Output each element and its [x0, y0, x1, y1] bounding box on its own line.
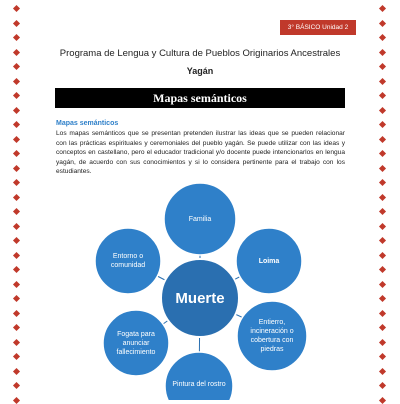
node-upper-left-label: Entorno o comunidad: [110, 253, 146, 269]
node-top-label: Familia: [188, 215, 212, 223]
node-lower-left-label: Fogata para anunciar fallecimiento: [116, 330, 156, 356]
node-bottom-label: Pintura del rostro: [172, 380, 226, 388]
grade-badge: 3° BÁSICO Unidad 2: [280, 20, 356, 35]
node-lower-right-label: Entierro, incineración o cobertura con piedras: [250, 319, 294, 353]
section-body: Los mapas semánticos que se presentan pretenden ilustrar las ideas que se pueden relacionar con las prácticas espirituales y ceremoniales del pueblo yagán. Se puede utilizar con las ideas y conceptos en castellano, pero el educador tradicional y/o docente puede intencionarlos en lengua yagán, de acuerdo con sus conocimientos y si lo considera pertinente para el trabajo con los estudiantes.: [56, 130, 345, 176]
node-upper-right-label: Loima: [258, 257, 280, 265]
program-title: Programa de Lengua y Cultura de Pueblos Originarios Ancestrales: [59, 48, 341, 59]
people-subtitle: Yagán: [186, 66, 214, 76]
center-label: Muerte: [175, 289, 225, 307]
section-heading: Mapas semánticos: [56, 120, 119, 127]
page-title: Mapas semánticos: [55, 88, 345, 108]
